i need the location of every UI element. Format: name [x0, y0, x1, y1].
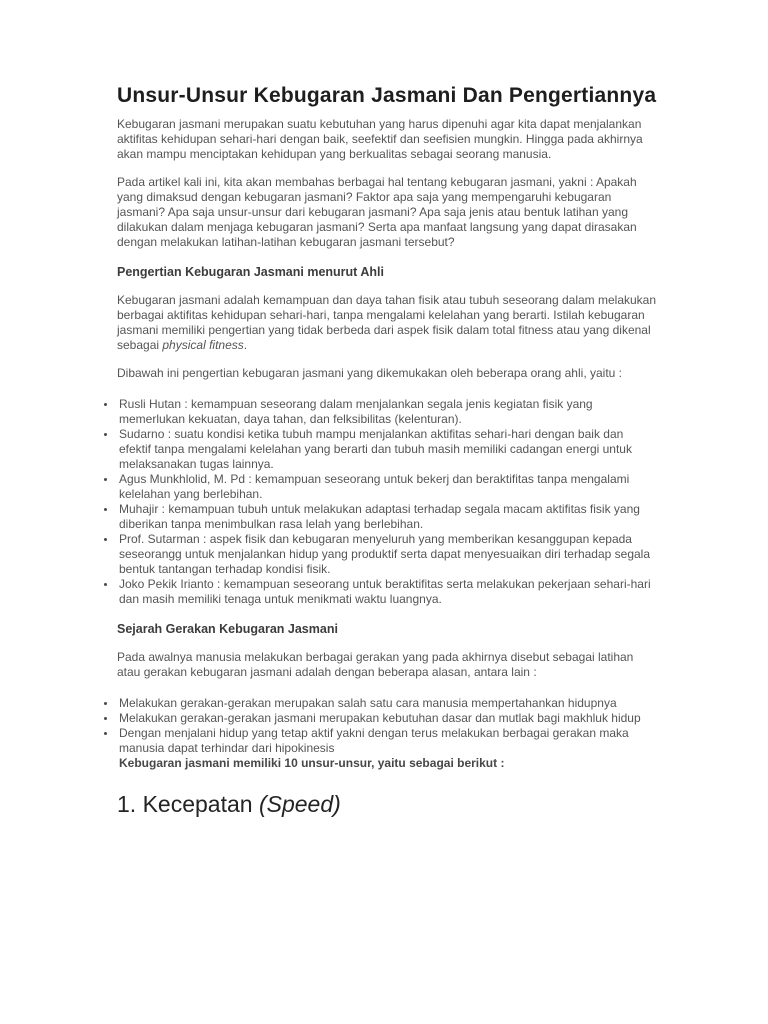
paragraph-intro-2: Pada artikel kali ini, kita akan membahas berbagai hal tentang kebugaran jasmani, yakni : Apakah yang dimaksud dengan kebugaran jasmani? Faktor apa saja yang mempengaruhi kebugaran jasmani? Apa saja unsur-unsur dari kebugaran jasmani? Apa saja jenis atau bentuk latihan yang dilakukan dalam menjaga kebugaran jasmani? Serta apa manfaat langsung yang dapat dirasakan dengan melakukan latihan-latihan kebugaran jasmani tersebut? — [117, 175, 637, 250]
reasons-list — [96, 696, 658, 771]
heading-kecepatan-text: 1. Kecepatan — [117, 791, 259, 818]
paragraph-experts-lead: Dibawah ini pengertian kebugaran jasmani yang dikemukakan oleh beberapa orang ahli, yaitu : — [117, 366, 622, 381]
document-title: Unsur-Unsur Kebugaran Jasmani Dan Pengertiannya — [117, 84, 657, 107]
list-item: • Melakukan gerakan-gerakan jasmani merupakan kebutuhan dasar dan mutlak bagi makhluk hidup — [117, 711, 658, 726]
experts-list — [96, 397, 658, 607]
bold-lead-in-line: Kebugaran jasmani memiliki 10 unsur-unsur, yaitu sebagai berikut : — [119, 756, 505, 771]
definition-period: . — [243, 338, 248, 353]
list-item — [117, 726, 658, 771]
paragraph-definition — [117, 293, 658, 353]
heading-kecepatan-italic: (Speed) — [258, 791, 341, 818]
list-item: • Muhajir : kemampuan tubuh untuk melakukan adaptasi terhadap segala macam aktifitas fisik yang diberikan tanpa menimbulkan rasa lelah yang berlebihan. — [117, 502, 658, 532]
paragraph-sejarah-lead: Pada awalnya manusia melakukan berbagai gerakan yang pada akhirnya disebut sebagai latihan atau gerakan kebugaran jasmani adalah dengan beberapa alasan, antara lain : — [117, 650, 634, 680]
list-item: • Melakukan gerakan-gerakan merupakan salah satu cara manusia mempertahankan hidupnya — [117, 696, 658, 711]
list-item: • Joko Pekik Irianto : kemampuan seseorang untuk beraktifitas serta melakukan pekerjaan sehari-hari dan masih memiliki tenaga untuk menikmati waktu luangnya. — [117, 577, 658, 607]
list-item: • Sudarno : suatu kondisi ketika tubuh mampu menjalankan aktifitas sehari-hari dengan baik dan efektif tanpa mengalami kelelahan yang berarti dan tubuh masih memiliki cadangan energi untuk melaksanakan tugas lainnya. — [117, 427, 658, 472]
heading-kecepatan — [117, 791, 658, 819]
list-item: • Prof. Sutarman : aspek fisik dan kebugaran menyeluruh yang memberikan kesanggupan kepada seseorangg untuk menjalankan hidup yang produktif serta dapat menyesuaikan diri terhadap segala bentuk tantangan terhadap kondisi fisik. — [117, 532, 658, 577]
heading-pengertian: Pengertian Kebugaran Jasmani menurut Ahli — [117, 265, 384, 280]
list-item: • Agus Munkhlolid, M. Pd : kemampuan seseorang untuk bekerj dan beraktifitas tanpa mengalami kelelahan yang berlebihan. — [117, 472, 658, 502]
paragraph-intro-1: Kebugaran jasmani merupakan suatu kebutuhan yang harus dipenuhi agar kita dapat menjalankan aktifitas kehidupan sehari-hari dengan baik, seefektif dan seefisien mungkin. Hingga pada akhirnya akan mampu menciptakan kehidupan yang berkualitas sebagai seorang manusia. — [117, 117, 643, 162]
list-item: • Rusli Hutan : kemampuan seseorang dalam menjalankan segala jenis kegiatan fisik yang memerlukan kekuatan, daya tahan, dan felksibilitas (kelenturan). — [117, 397, 658, 427]
definition-italic-term: physical fitness — [162, 338, 244, 353]
definition-text: Kebugaran jasmani adalah kemampuan dan daya tahan fisik atau tubuh seseorang dalam melakukan berbagai aktifitas kehidupan sehari-hari, tanpa mengalami kelelahan yang berarti. Istilah kebugaran jasmani memiliki pengertian yang tidak berbeda dari aspek fisik dalam total fitness atau yang dikenal sebagai — [117, 293, 657, 353]
heading-sejarah: Sejarah Gerakan Kebugaran Jasmani — [117, 622, 338, 637]
reason-text: Dengan menjalani hidup yang tetap aktif yakni dengan terus melakukan berbagai gerakan maka manusia dapat terhindar dari hipokinesis — [119, 726, 629, 756]
